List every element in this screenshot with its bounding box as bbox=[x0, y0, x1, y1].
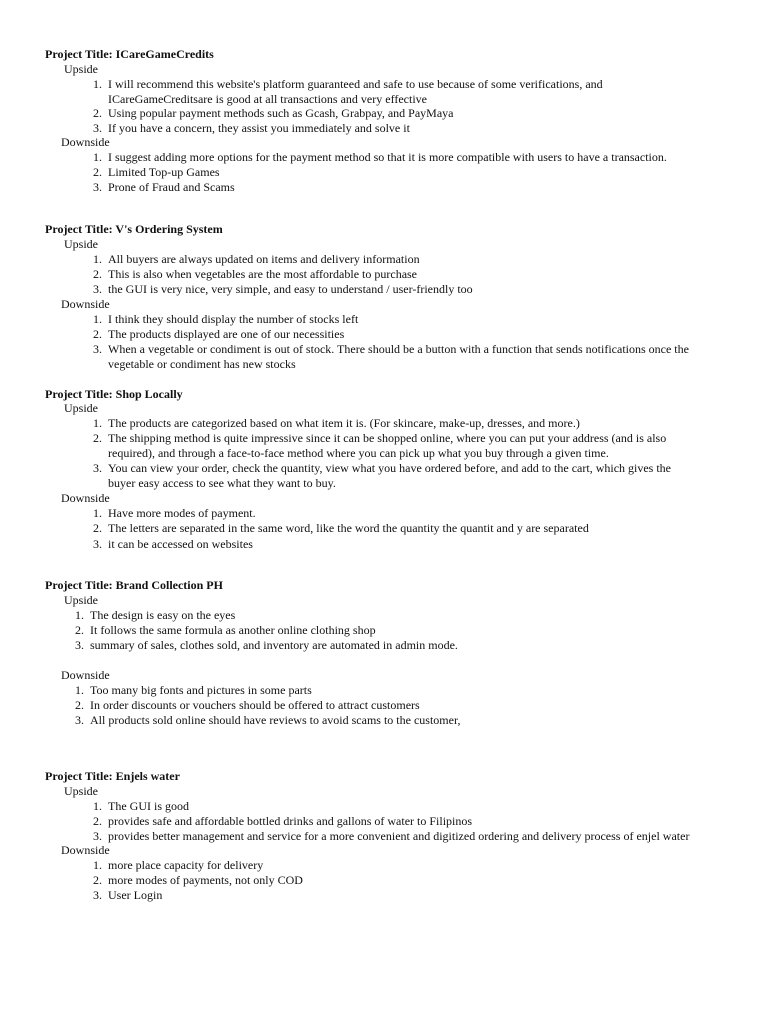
upside-item-number: 1. bbox=[93, 799, 102, 813]
upside-item-number: 2. bbox=[93, 106, 102, 120]
downside-item-number: 1. bbox=[93, 150, 102, 164]
upside-item-number: 1. bbox=[75, 608, 84, 622]
downside-item-text: more modes of payments, not only COD bbox=[108, 873, 303, 887]
project-title: Project Title: Brand Collection PH bbox=[45, 578, 223, 592]
upside-item-text: summary of sales, clothes sold, and inventory are automated in admin mode. bbox=[90, 638, 458, 652]
upside-item-number: 3. bbox=[93, 829, 102, 843]
downside-item-text: more place capacity for delivery bbox=[108, 858, 264, 872]
upside-item-text: This is also when vegetables are the most affordable to purchase bbox=[108, 267, 418, 281]
downside-item-text: All products sold online should have reviews to avoid scams to the customer, bbox=[90, 713, 461, 727]
upside-item-number: 2. bbox=[75, 623, 84, 637]
downside-item-text: I think they should display the number of stocks left bbox=[108, 312, 359, 326]
upside-heading: Upside bbox=[64, 593, 98, 607]
upside-item-number: 1. bbox=[93, 252, 102, 266]
upside-item-text: You can view your order, check the quantity, view what you have ordered before, and add to the cart, which gives the bbox=[108, 461, 672, 475]
upside-item-number: 2. bbox=[93, 431, 102, 445]
downside-item-text: Too many big fonts and pictures in some parts bbox=[90, 683, 312, 697]
upside-item-text: Using popular payment methods such as Gcash, Grabpay, and PayMaya bbox=[108, 106, 454, 120]
downside-item-number: 2. bbox=[93, 165, 102, 179]
upside-item-text: All buyers are always updated on items and delivery information bbox=[108, 252, 420, 266]
downside-item-number: 3. bbox=[75, 713, 84, 727]
project-title: Project Title: Shop Locally bbox=[45, 387, 183, 401]
downside-item-number: 1. bbox=[93, 506, 102, 520]
downside-item-number: 2. bbox=[93, 873, 102, 887]
upside-item-number: 1. bbox=[93, 416, 102, 430]
upside-item-text: The GUI is good bbox=[108, 799, 189, 813]
downside-item-number: 3. bbox=[93, 888, 102, 902]
downside-heading: Downside bbox=[61, 135, 110, 149]
upside-item-text: buyer easy access to see what they want to buy. bbox=[108, 476, 336, 490]
downside-heading: Downside bbox=[61, 843, 110, 857]
upside-item-text: the GUI is very nice, very simple, and easy to understand / user-friendly too bbox=[108, 282, 473, 296]
downside-item-text: it can be accessed on websites bbox=[108, 537, 253, 551]
upside-item-text: The products are categorized based on what item it is. (For skincare, make-up, dresses, and more.) bbox=[108, 416, 580, 430]
downside-heading: Downside bbox=[61, 668, 110, 682]
upside-item-text: provides safe and affordable bottled drinks and gallons of water to Filipinos bbox=[108, 814, 473, 828]
project-title: Project Title: Enjels water bbox=[45, 769, 180, 783]
downside-item-number: 3. bbox=[93, 537, 102, 551]
upside-heading: Upside bbox=[64, 237, 98, 251]
downside-heading: Downside bbox=[61, 297, 110, 311]
upside-item-text: I will recommend this website's platform guaranteed and safe to use because of some verifications, and bbox=[108, 77, 603, 91]
downside-item-number: 1. bbox=[75, 683, 84, 697]
downside-heading: Downside bbox=[61, 491, 110, 505]
upside-item-text: provides better management and service for a more convenient and digitized ordering and delivery process of enjel water bbox=[108, 829, 690, 843]
downside-item-number: 2. bbox=[93, 521, 102, 535]
upside-item-number: 2. bbox=[93, 267, 102, 281]
upside-item-number: 2. bbox=[93, 814, 102, 828]
downside-item-number: 2. bbox=[75, 698, 84, 712]
downside-item-number: 3. bbox=[93, 342, 102, 356]
downside-item-number: 3. bbox=[93, 180, 102, 194]
downside-item-text: The products displayed are one of our necessities bbox=[108, 327, 345, 341]
downside-item-text: Limited Top-up Games bbox=[108, 165, 220, 179]
upside-item-text: The shipping method is quite impressive since it can be shopped online, where you can put your address (and is also bbox=[108, 431, 667, 445]
upside-item-text: If you have a concern, they assist you immediately and solve it bbox=[108, 121, 410, 135]
downside-item-number: 1. bbox=[93, 312, 102, 326]
upside-heading: Upside bbox=[64, 62, 98, 76]
upside-item-text: It follows the same formula as another online clothing shop bbox=[90, 623, 376, 637]
downside-item-text: Prone of Fraud and Scams bbox=[108, 180, 235, 194]
downside-item-text: Have more modes of payment. bbox=[108, 506, 256, 520]
downside-item-text: The letters are separated in the same word, like the word the quantity the quantit and y are separated bbox=[108, 521, 589, 535]
downside-item-text: In order discounts or vouchers should be offered to attract customers bbox=[90, 698, 420, 712]
downside-item-number: 2. bbox=[93, 327, 102, 341]
downside-item-text: When a vegetable or condiment is out of stock. There should be a button with a function that sends notifications once the bbox=[108, 342, 689, 356]
downside-item-number: 1. bbox=[93, 858, 102, 872]
project-title: Project Title: ICareGameCredits bbox=[45, 47, 214, 61]
downside-item-text: User Login bbox=[108, 888, 163, 902]
upside-item-number: 3. bbox=[75, 638, 84, 652]
upside-heading: Upside bbox=[64, 401, 98, 415]
downside-item-text: vegetable or condiment has new stocks bbox=[108, 357, 296, 371]
project-title: Project Title: V's Ordering System bbox=[45, 222, 223, 236]
upside-item-number: 3. bbox=[93, 282, 102, 296]
upside-heading: Upside bbox=[64, 784, 98, 798]
upside-item-number: 3. bbox=[93, 121, 102, 135]
upside-item-text: required), and through a face-to-face method where you can pick up what you buy through a given time. bbox=[108, 446, 609, 460]
upside-item-text: ICareGameCreditsare is good at all transactions and very effective bbox=[108, 92, 427, 106]
upside-item-number: 3. bbox=[93, 461, 102, 475]
upside-item-text: The design is easy on the eyes bbox=[90, 608, 236, 622]
downside-item-text: I suggest adding more options for the payment method so that it is more compatible with users to have a transaction. bbox=[108, 150, 667, 164]
upside-item-number: 1. bbox=[93, 77, 102, 91]
